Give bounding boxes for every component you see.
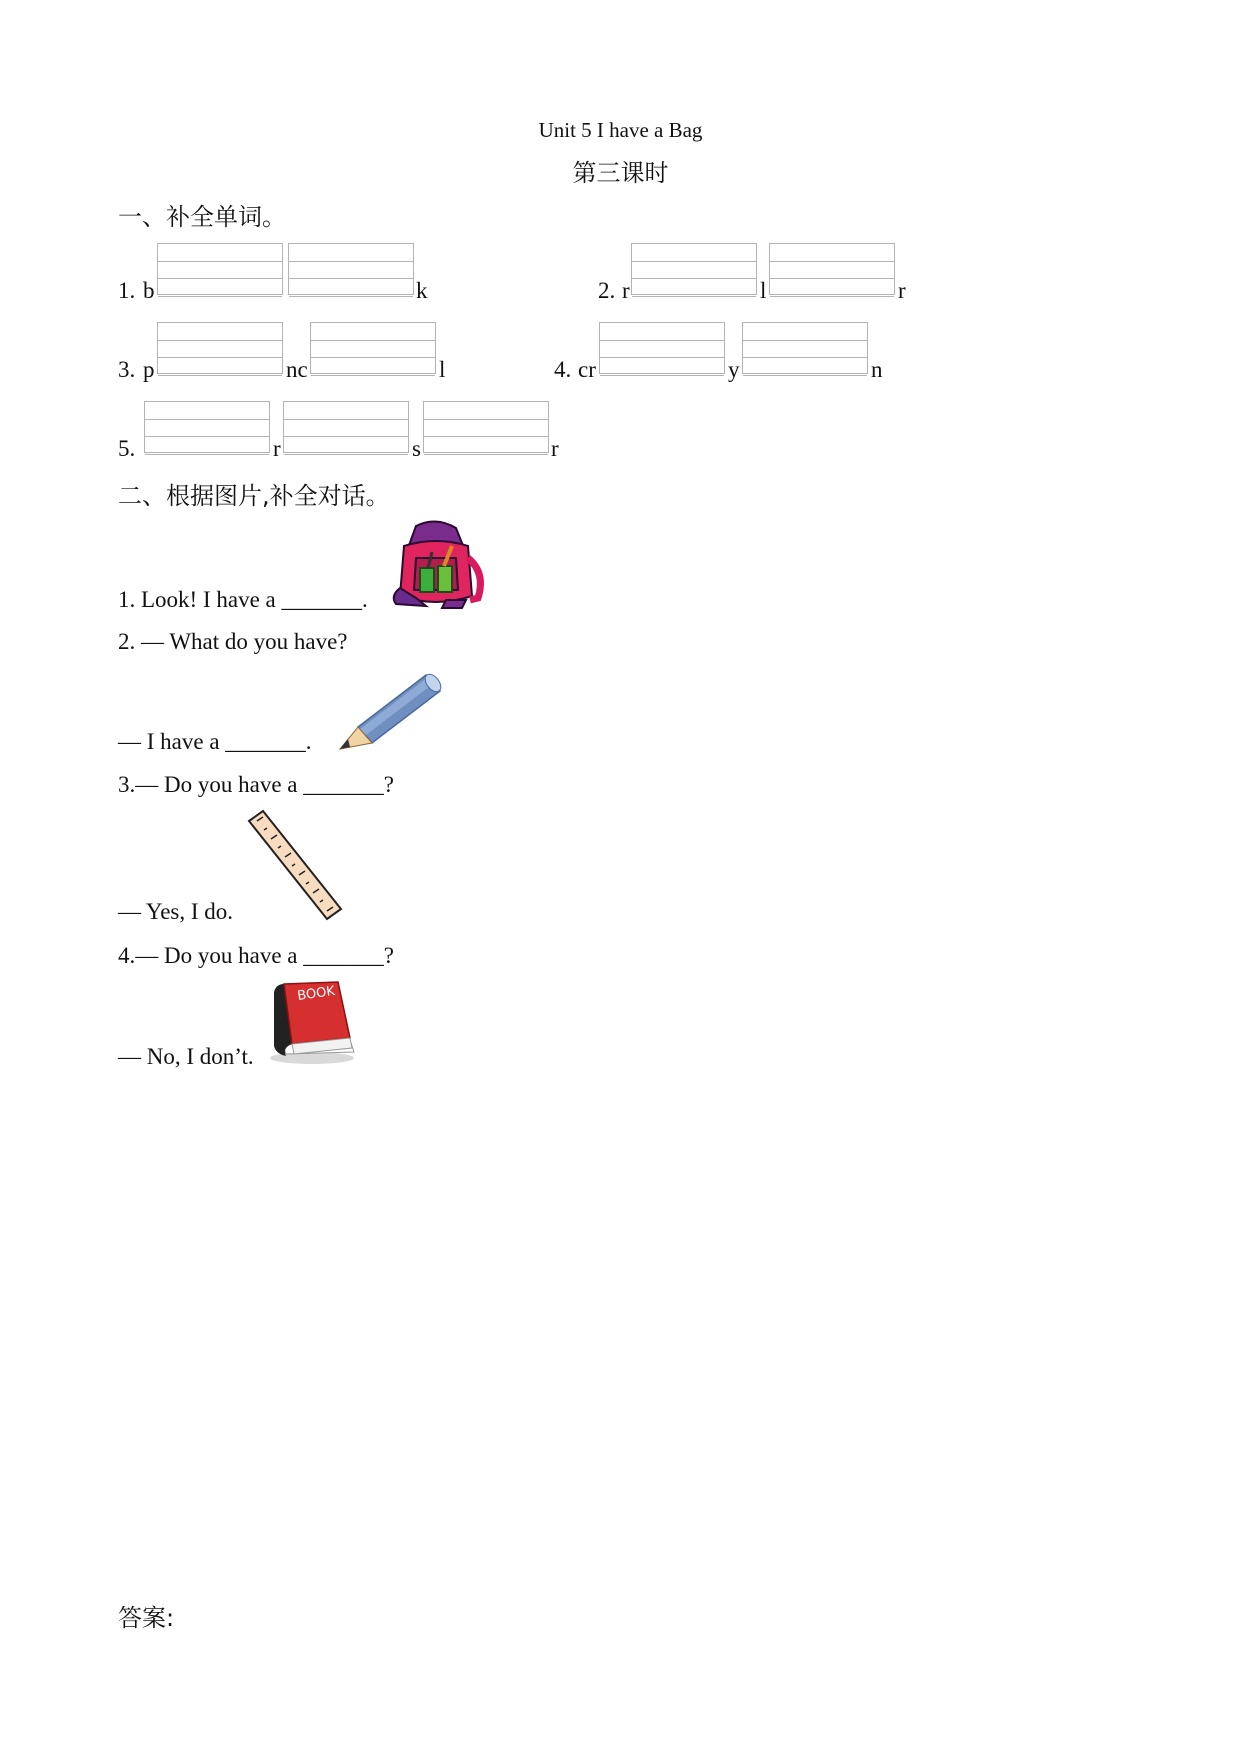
letter-part: nc [286, 357, 308, 382]
letter-part: cr [578, 357, 596, 382]
item-number: 3. [118, 357, 136, 382]
dialogue-line-2: 2. — What do you have? [118, 629, 348, 654]
dialogue-line-4: 3.— Do you have a _______? [118, 772, 394, 797]
letter-part: r [273, 436, 281, 461]
letter-part: l [760, 278, 767, 303]
writing-box[interactable] [283, 401, 409, 453]
writing-box[interactable] [157, 243, 283, 295]
letter-part: n [871, 357, 883, 382]
letter-part: r [551, 436, 559, 461]
dialogue-line-7: — No, I don’t. [118, 1044, 254, 1069]
writing-box[interactable] [310, 322, 436, 374]
ruler-icon [245, 809, 345, 921]
lesson-subtitle: 第三课时 [572, 159, 669, 187]
item-number: 2. [598, 278, 616, 303]
page-title: Unit 5 I have a Bag [538, 118, 703, 142]
section-1-heading: 一、补全单词。 [118, 203, 286, 231]
writing-box[interactable] [288, 243, 414, 295]
letter-part: k [416, 278, 428, 303]
item-number: 1. [118, 278, 136, 303]
letter-part: s [412, 436, 421, 461]
letter-part: b [143, 278, 155, 303]
section-2-heading: 二、根据图片,补全对话。 [118, 482, 390, 510]
dialogue-line-6: 4.— Do you have a _______? [118, 943, 394, 968]
writing-box[interactable] [631, 243, 757, 295]
writing-box[interactable] [769, 243, 895, 295]
dialogue-line-1: 1. Look! I have a _______. [118, 587, 368, 612]
item-number: 5. [118, 436, 136, 461]
dialogue-line-5: — Yes, I do. [118, 899, 234, 924]
letter-part: p [143, 357, 155, 382]
writing-box[interactable] [144, 401, 270, 453]
letter-part: y [728, 357, 740, 382]
answers-heading: 答案: [118, 1604, 175, 1632]
letter-part: r [898, 278, 906, 303]
writing-box[interactable] [742, 322, 868, 374]
writing-box[interactable] [157, 322, 283, 374]
item-number: 4. [554, 357, 572, 382]
backpack-icon [386, 518, 486, 610]
book-cover-label: BOOK [296, 983, 336, 1004]
book-icon [268, 982, 363, 1064]
dialogue-line-3: — I have a _______. [118, 729, 312, 754]
letter-part: l [439, 357, 446, 382]
letter-part: r [622, 278, 630, 303]
writing-box[interactable] [423, 401, 549, 453]
writing-box[interactable] [599, 322, 725, 374]
pencil-icon [334, 669, 444, 751]
